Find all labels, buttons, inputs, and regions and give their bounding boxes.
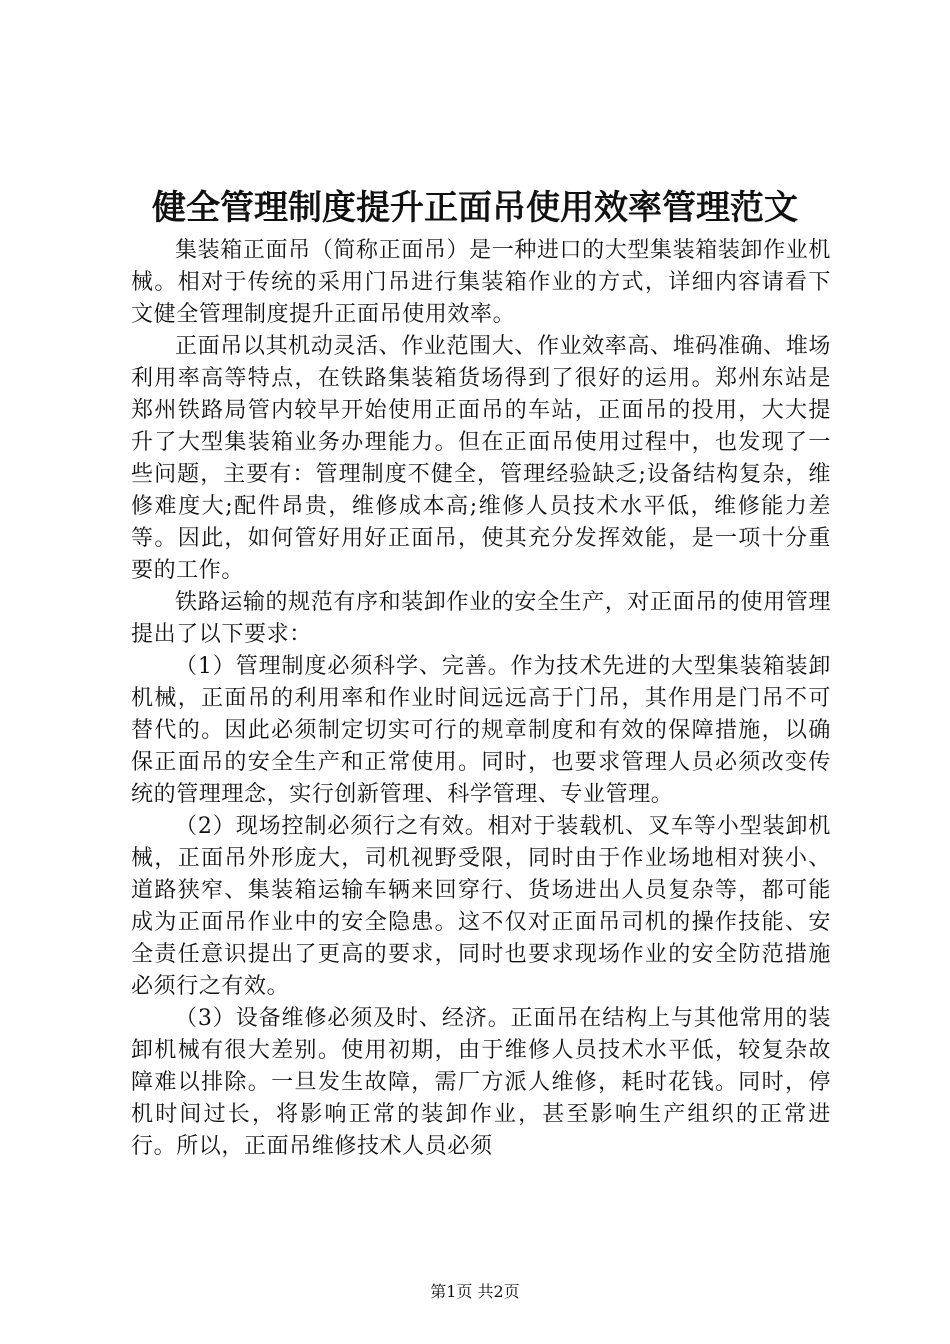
- paragraph-item-3: （3）设备维修必须及时、经济。正面吊在结构上与其他常用的装卸机械有很大差别。使用初期，由于维修人员技术水平低，较复杂故障难以排除。一旦发生故障，需厂方派人维修，耗时花钱。同时，停机时间过长，将影响正常的装卸作业，甚至影响生产组织的正常进行。所以，正面吊维修技术人员必须: [131, 1006, 831, 1159]
- paragraph-intro: 集装箱正面吊（简称正面吊）是一种进口的大型集装箱装卸作业机械。相对于传统的采用门吊进行集装箱作业的方式，详细内容请看下文健全管理制度提升正面吊使用效率。: [131, 238, 831, 327]
- paragraph-item-2: （2）现场控制必须行之有效。相对于装载机、叉车等小型装卸机械，正面吊外形庞大，司机视野受限，同时由于作业场地相对狭小、道路狭窄、集装箱运输车辆来回穿行、货场进出人员复杂等，都可能成为正面吊作业中的安全隐患。这不仅对正面吊司机的操作技能、安全责任意识提出了更高的要求，同时也要求现场作业的安全防范措施必须行之有效。: [131, 814, 831, 999]
- paragraph-requirements: 铁路运输的规范有序和装卸作业的安全生产，对正面吊的使用管理提出了以下要求：: [131, 590, 831, 647]
- paragraph-item-1: （1）管理制度必须科学、完善。作为技术先进的大型集装箱装卸机械，正面吊的利用率和作业时间远远高于门吊，其作用是门吊不可替代的。因此必须制定切实可行的规章制度和有效的保障措施，以确保正面吊的安全生产和正常使用。同时，也要求管理人员必须改变传统的管理理念，实行创新管理、科学管理、专业管理。: [131, 654, 831, 807]
- document-body: [131, 235, 831, 1163]
- document-title: 健全管理制度提升正面吊使用效率管理范文: [152, 188, 798, 228]
- paragraph-features: 正面吊以其机动灵活、作业范围大、作业效率高、堆码准确、堆场利用率高等特点，在铁路集装箱货场得到了很好的运用。郑州东站是郑州铁路局管内较早开始使用正面吊的车站，正面吊的投用，大大提升了大型集装箱业务办理能力。但在正面吊使用过程中，也发现了一些问题，主要有：管理制度不健全，管理经验缺乏;设备结构复杂，维修难度大;配件昂贵，维修成本高;维修人员技术水平低，维修能力差等。因此，如何管好用好正面吊，使其充分发挥效能，是一项十分重要的工作。: [131, 334, 831, 583]
- page-number-footer: 第1页 共2页: [430, 1282, 520, 1301]
